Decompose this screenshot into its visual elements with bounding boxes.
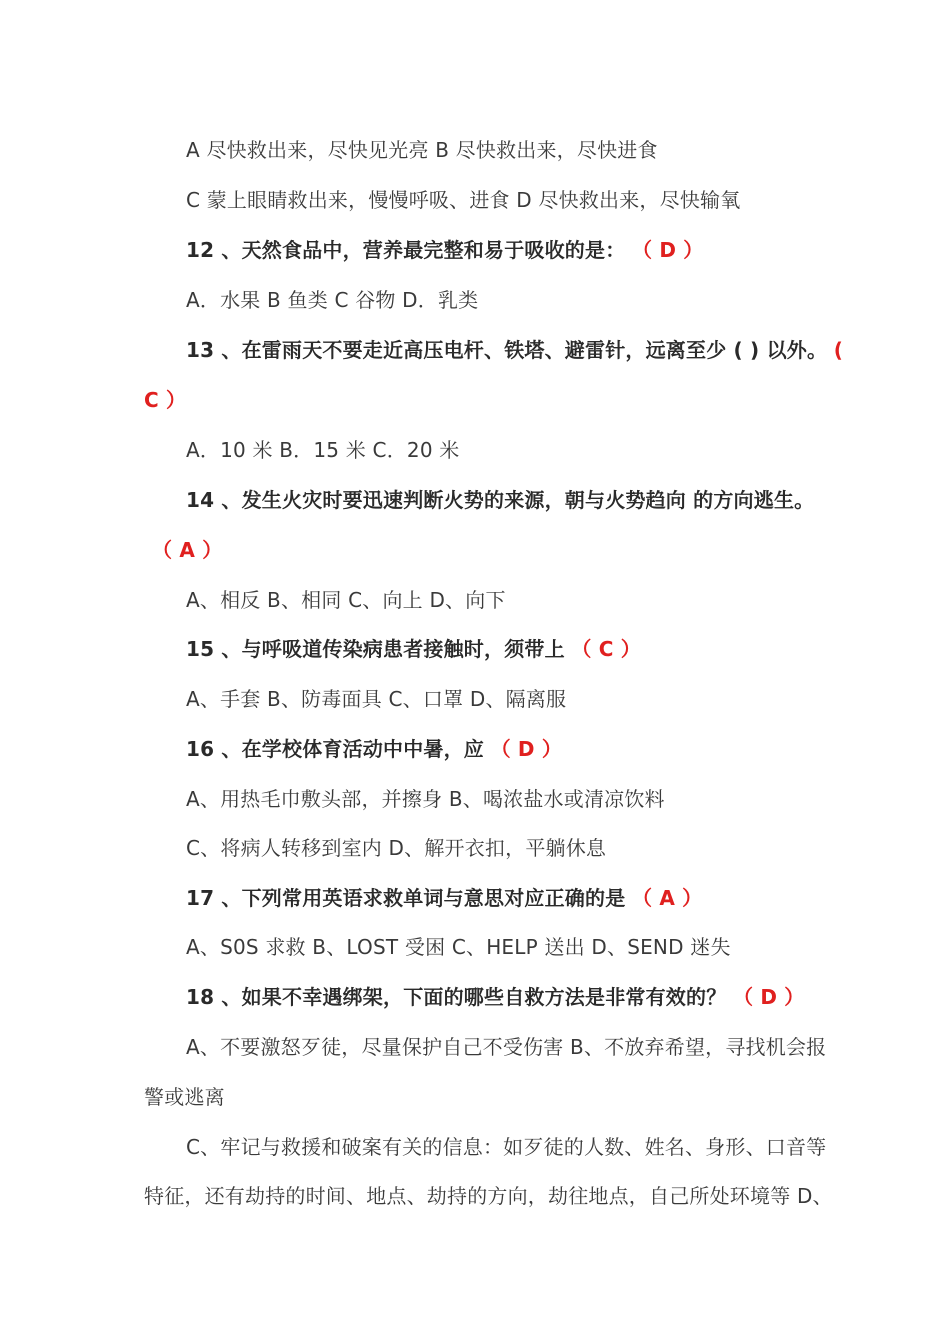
option-line [186, 684, 826, 714]
answer-mark: （ A ） [631, 886, 703, 910]
option-line [186, 435, 826, 465]
option-wrap-line [144, 1181, 833, 1211]
question-line [186, 485, 826, 515]
question-text: 16 、在学校体育活动中中暑，应 [186, 737, 484, 761]
question-line [186, 634, 826, 664]
option-text: 警或逃离 [144, 1085, 225, 1109]
answer-wrap-line [152, 535, 792, 565]
answer-mark: （ D ） [631, 238, 704, 262]
question-text: 15 、与呼吸道传染病患者接触时，须带上 [186, 637, 565, 661]
option-wrap-line [144, 1082, 784, 1112]
option-text: A、不要激怒歹徒，尽量保护自己不受伤害 B、不放弃希望，寻找机会报 [186, 1035, 827, 1059]
option-line [186, 1132, 826, 1162]
answer-mark: C ） [144, 388, 187, 412]
option-line [186, 185, 826, 215]
option-line [186, 784, 826, 814]
option-text: A 尽快救出来，尽快见光亮 B 尽快救出来，尽快进食 [186, 138, 658, 162]
question-text: 13 、在雷雨天不要走近高压电杆、铁塔、避雷针，远离至少 ( ) 以外。 [186, 338, 828, 362]
answer-mark: （ D ） [732, 985, 805, 1009]
question-text: 14 、发生火灾时要迅速判断火势的来源，朝与火势趋向 的方向逃生。 [186, 488, 815, 512]
option-text: A、手套 B、防毒面具 C、口罩 D、隔离服 [186, 687, 567, 711]
option-text: 特征，还有劫持的时间、地点、劫持的方向，劫往地点，自己所处环境等 D、 [144, 1184, 833, 1208]
question-line [186, 335, 844, 365]
question-line [186, 883, 826, 913]
option-text: A．10 米 B．15 米 C．20 米 [186, 438, 460, 462]
option-line [186, 1032, 826, 1062]
option-text: C、将病人转移到室内 D、解开衣扣，平躺休息 [186, 836, 607, 860]
question-text: 17 、下列常用英语求救单词与意思对应正确的是 [186, 886, 626, 910]
question-text: 18 、如果不幸遇绑架，下面的哪些自救方法是非常有效的？ [186, 985, 727, 1009]
answer-mark: （ D ） [490, 737, 563, 761]
option-line [186, 585, 826, 615]
option-line [186, 833, 826, 863]
answer-mark: （ A ） [152, 538, 223, 562]
option-text: C 蒙上眼睛救出来，慢慢呼吸、进食 D 尽快救出来，尽快输氧 [186, 188, 741, 212]
answer-mark: ( [833, 338, 844, 362]
answer-mark: （ C ） [571, 637, 641, 661]
option-text: A、S0S 求救 B、LOST 受困 C、HELP 送出 D、SEND 迷失 [186, 935, 731, 959]
option-text: A、用热毛巾敷头部，并擦身 B、喝浓盐水或清凉饮料 [186, 787, 665, 811]
answer-wrap-line [144, 385, 784, 415]
question-line [186, 235, 826, 265]
question-text: 12 、天然食品中，营养最完整和易于吸收的是： [186, 238, 626, 262]
option-line [186, 285, 826, 315]
question-line [186, 982, 826, 1012]
question-line [186, 734, 826, 764]
option-line [186, 932, 826, 962]
option-line [186, 135, 826, 165]
option-text: A．水果 B 鱼类 C 谷物 D．乳类 [186, 288, 479, 312]
option-text: C、牢记与救援和破案有关的信息：如歹徒的人数、姓名、身形、口音等 [186, 1135, 827, 1159]
option-text: A、相反 B、相同 C、向上 D、向下 [186, 588, 506, 612]
